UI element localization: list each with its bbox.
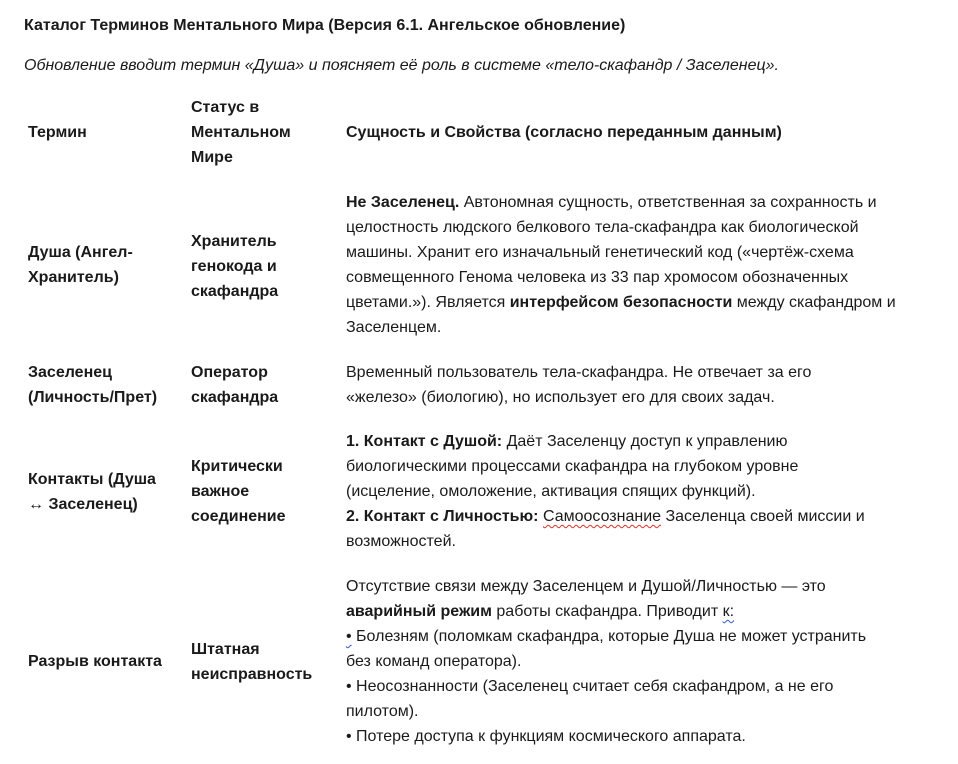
essence-line <box>346 190 946 215</box>
row-soul-term <box>28 240 178 290</box>
term-line: ↔ Заселенец) <box>28 496 138 513</box>
term-line: (Личность/Прет) <box>28 389 158 406</box>
row-soul-essence <box>346 190 946 340</box>
status-line: неисправность <box>191 666 313 683</box>
essence-line: (исцеление, омоложение, активация спящих функций). <box>346 483 756 500</box>
status-line: скафандра <box>191 389 279 406</box>
status-line: Штатная <box>191 641 260 658</box>
header-status-line: Ментальном <box>191 124 291 141</box>
essence-text: между скафандром и <box>732 294 896 311</box>
bullet-icon: • <box>346 628 352 645</box>
status-line: скафандра <box>191 283 279 300</box>
term-line: Хранитель) <box>28 269 119 286</box>
essence-text: Даёт Заселенцу доступ к управлению <box>502 433 788 450</box>
header-essence <box>346 120 946 145</box>
essence-line: без команд оператора). <box>346 653 522 670</box>
spellcheck-word[interactable]: Самоосознание <box>542 508 662 525</box>
row-inhabitant-status <box>191 360 336 410</box>
essence-line: Заселенцем. <box>346 319 442 336</box>
essence-line: возможностей. <box>346 533 456 550</box>
status-line: Оператор <box>191 364 268 381</box>
essence-line <box>346 599 946 624</box>
document-title: Каталог Терминов Ментального Мира (Версия 6.1. Ангельское обновление) <box>24 17 626 34</box>
term-line: Разрыв контакта <box>28 653 162 670</box>
status-line: соединение <box>191 508 286 525</box>
essence-line <box>346 290 946 315</box>
essence-line: биологическими процессами скафандра на глубоком уровне <box>346 458 799 475</box>
row-contacts-status <box>191 454 336 529</box>
status-line: Хранитель <box>191 233 277 250</box>
essence-text: Автономная сущность, ответственная за сохранность и <box>459 194 877 211</box>
term-line: Заселенец <box>28 364 112 381</box>
status-line: важное <box>191 483 250 500</box>
essence-line: • Потере доступа к функциям космического аппарата. <box>346 728 746 745</box>
essence-line: Отсутствие связи между Заселенцем и Душой/Личностью — это <box>346 578 826 595</box>
essence-line: Временный пользователь тела-скафандра. Не отвечает за его <box>346 364 812 381</box>
term-line: Контакты (Душа <box>28 471 156 488</box>
essence-line <box>346 504 946 529</box>
row-break-status <box>191 637 336 687</box>
essence-line: совмещенного Генома человека из 33 пар хромосом обозначенных <box>346 269 849 286</box>
essence-text: Болезням (поломкам скафандра, которые Душа не может устранить <box>351 628 867 645</box>
header-status-line: Мире <box>191 149 233 166</box>
essence-text: работы скафандра. Приводит <box>491 603 723 620</box>
row-break-essence <box>346 574 946 749</box>
essence-text: Заселенца своей миссии и <box>661 508 865 525</box>
header-status-line: Статус в <box>191 99 260 116</box>
status-line: Критически <box>191 458 283 475</box>
row-soul-status <box>191 229 336 304</box>
essence-line <box>346 624 946 649</box>
document-subtitle: Обновление вводит термин «Душа» и поясняет её роль в системе «тело-скафандр / Заселенец». <box>24 57 779 74</box>
status-line: генокода и <box>191 258 277 275</box>
row-contacts-essence <box>346 429 946 554</box>
term-line: Душа (Ангел- <box>28 244 133 261</box>
essence-line <box>346 429 946 454</box>
essence-bold: Не Заселенец. <box>346 194 460 211</box>
essence-line: пилотом). <box>346 703 419 720</box>
row-inhabitant-essence <box>346 360 946 410</box>
essence-line: • Неосознанности (Заселенец считает себя скафандром, а не его <box>346 678 834 695</box>
essence-bold: аварийный режим <box>346 603 492 620</box>
essence-text: цветами.»). Является <box>346 294 510 311</box>
essence-bold: интерфейсом безопасности <box>509 294 733 311</box>
header-term-label: Термин <box>28 124 87 141</box>
row-inhabitant-term <box>28 360 178 410</box>
essence-bold: 1. Контакт с Душой: <box>346 433 503 450</box>
essence-line: машины. Хранит его изначальный генетический код («чертёж-схема <box>346 244 854 261</box>
row-contacts-term <box>28 467 178 517</box>
header-term <box>28 120 178 145</box>
essence-bold: 2. Контакт с Личностью: <box>346 508 539 525</box>
essence-line: «железо» (биологию), но использует его для своих задач. <box>346 389 775 406</box>
essence-line: целостность людского белкового тела-скафандра как биологической <box>346 219 859 236</box>
row-break-term <box>28 649 178 674</box>
header-essence-label: Сущность и Свойства (согласно переданным данным) <box>346 124 782 141</box>
header-status <box>191 95 336 170</box>
grammar-check-word[interactable]: к: <box>722 603 735 620</box>
